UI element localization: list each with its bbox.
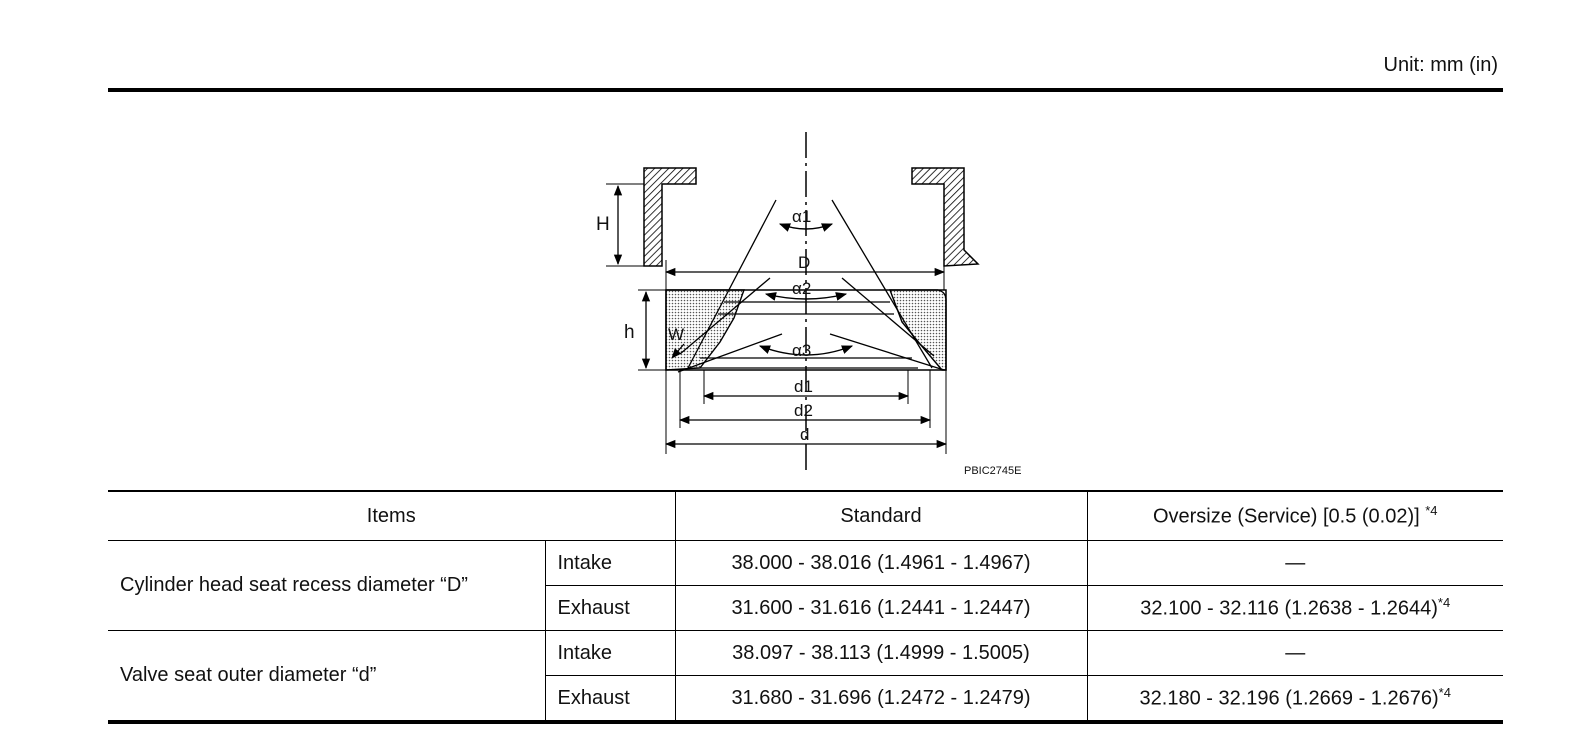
- item-name: Cylinder head seat recess diameter “D”: [120, 574, 468, 596]
- table-row: [108, 541, 1503, 586]
- oversize-value: —: [1087, 541, 1503, 586]
- label-d1: d1: [794, 377, 813, 396]
- header-oversize: Oversize (Service) [0.5 (0.02)] $^{*4}$: [1087, 491, 1503, 541]
- label-d2: d2: [794, 401, 813, 420]
- sub-item-label: Exhaust: [545, 586, 675, 631]
- label-d: d: [800, 425, 810, 444]
- sub-item-label: Intake: [545, 541, 675, 586]
- cylinder-head-wall-right: [912, 168, 978, 266]
- top-divider: [108, 88, 1503, 92]
- standard-value: 31.680 - 31.696 (1.2472 - 1.2479): [675, 676, 1087, 723]
- label-W: W: [668, 325, 685, 344]
- sub-item-label: Exhaust: [545, 676, 675, 723]
- oversize-value: —: [1087, 631, 1503, 676]
- item-name: Valve seat outer diameter “d”: [108, 631, 545, 723]
- valve-seat-spec-table: [108, 490, 1503, 724]
- standard-value: 31.600 - 31.616 (1.2441 - 1.2447): [675, 586, 1087, 631]
- cylinder-head-wall-left: [644, 168, 696, 266]
- label-alpha1: α1: [792, 207, 812, 226]
- unit-label: Unit: mm (in): [1383, 54, 1498, 76]
- table-row: [108, 631, 1503, 676]
- oversize-value: 32.180 - 32.196 (1.2669 - 1.2676)$^{*4}$: [1087, 676, 1503, 723]
- header-items: Items: [108, 491, 675, 541]
- header-standard: Standard: [675, 491, 1087, 541]
- label-alpha3: α3: [792, 341, 812, 360]
- label-D: D: [798, 253, 811, 272]
- standard-value: 38.097 - 38.113 (1.4999 - 1.5005): [675, 631, 1087, 676]
- oversize-value: 32.100 - 32.116 (1.2638 - 1.2644)$^{*4}$: [1087, 586, 1503, 631]
- figure-code: PBIC2745E: [964, 465, 1022, 477]
- label-h: h: [624, 322, 635, 343]
- label-alpha2: α2: [792, 279, 812, 298]
- label-H: H: [596, 214, 610, 235]
- valve-seat-diagram: [560, 128, 1080, 484]
- standard-value: 38.000 - 38.016 (1.4961 - 1.4967): [675, 541, 1087, 586]
- sub-item-label: Intake: [545, 631, 675, 676]
- table-header-row: [108, 491, 1503, 541]
